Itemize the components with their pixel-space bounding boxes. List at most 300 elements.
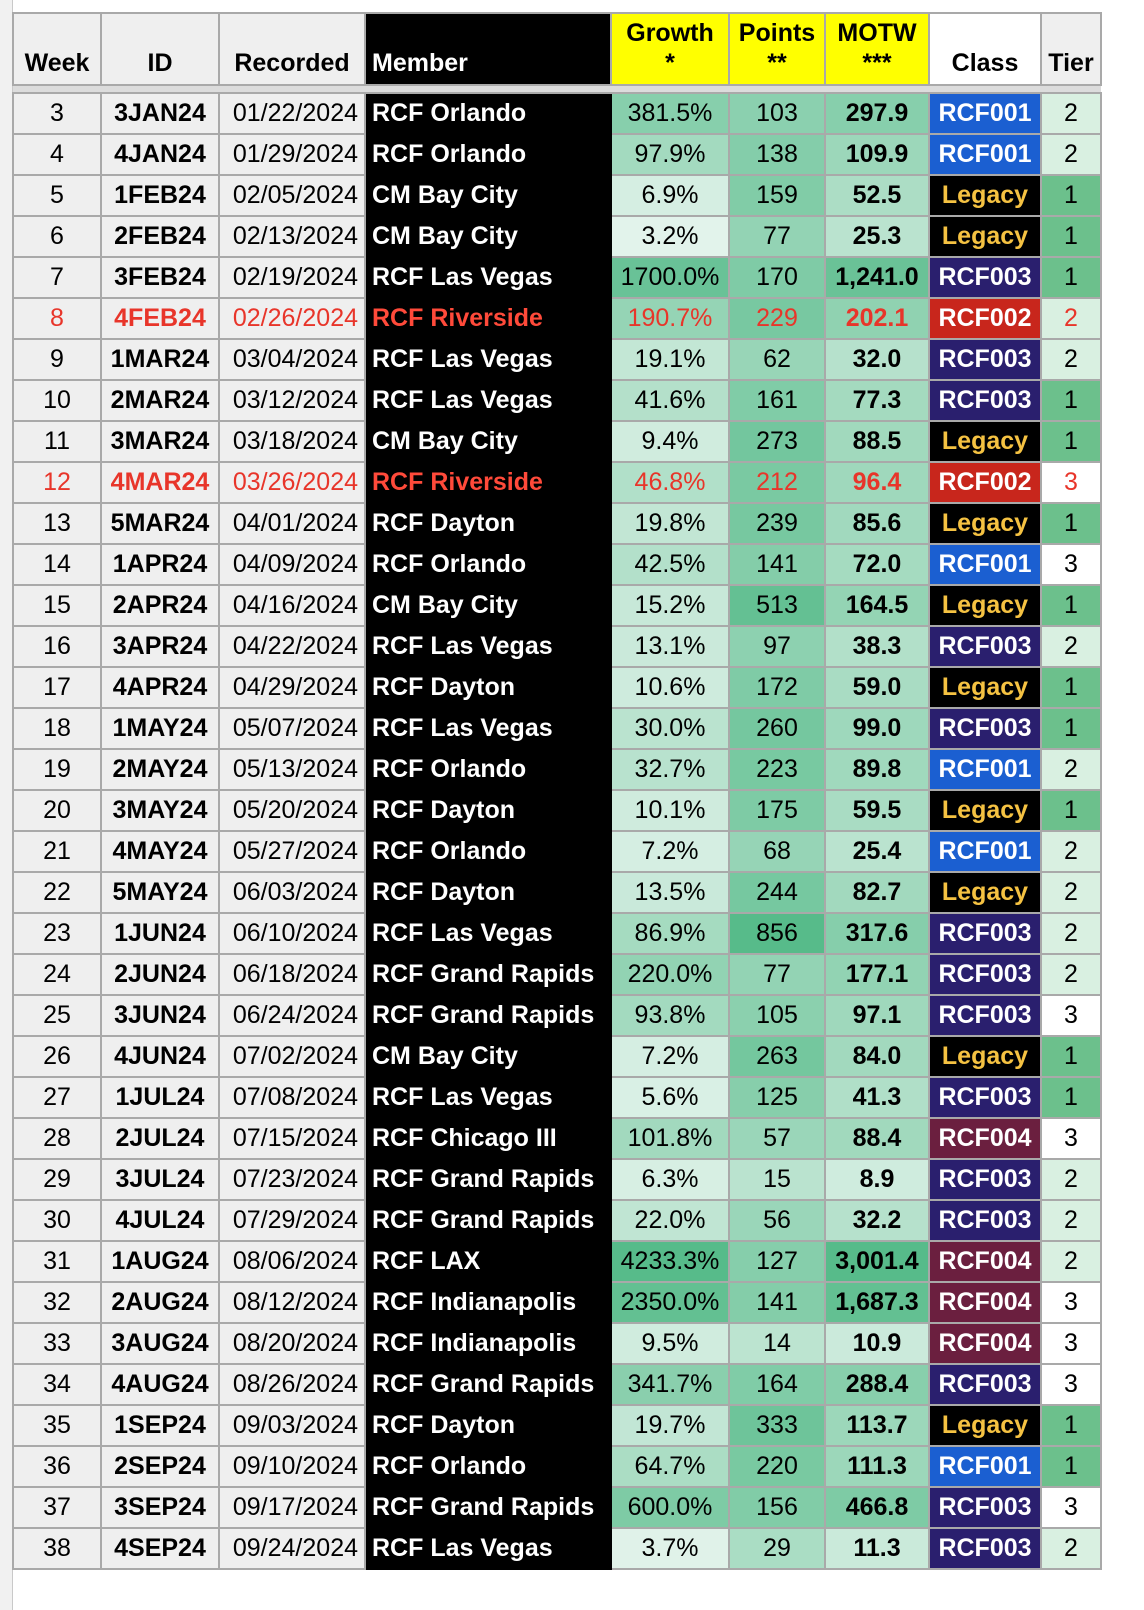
motw-cell[interactable]: 1,687.3 bbox=[825, 1282, 929, 1323]
points-cell[interactable]: 161 bbox=[729, 380, 825, 421]
motw-cell[interactable]: 77.3 bbox=[825, 380, 929, 421]
tier-cell[interactable]: 1 bbox=[1041, 1405, 1101, 1446]
growth-cell[interactable]: 101.8% bbox=[611, 1118, 729, 1159]
tier-cell[interactable]: 2 bbox=[1041, 1528, 1101, 1569]
motw-cell[interactable]: 59.5 bbox=[825, 790, 929, 831]
class-cell[interactable]: RCF003 bbox=[929, 708, 1041, 749]
week-cell[interactable]: 32 bbox=[13, 1282, 101, 1323]
motw-cell[interactable]: 59.0 bbox=[825, 667, 929, 708]
week-cell[interactable]: 22 bbox=[13, 872, 101, 913]
growth-cell[interactable]: 19.8% bbox=[611, 503, 729, 544]
motw-cell[interactable]: 72.0 bbox=[825, 544, 929, 585]
points-cell[interactable]: 159 bbox=[729, 175, 825, 216]
tier-cell[interactable]: 1 bbox=[1041, 257, 1101, 298]
points-cell[interactable]: 29 bbox=[729, 1528, 825, 1569]
points-cell[interactable]: 14 bbox=[729, 1323, 825, 1364]
member-cell[interactable]: RCF Las Vegas bbox=[365, 380, 611, 421]
class-cell[interactable]: RCF003 bbox=[929, 380, 1041, 421]
table-row[interactable] bbox=[13, 1446, 1101, 1487]
id-cell[interactable]: 3JAN24 bbox=[101, 93, 219, 134]
table-row[interactable] bbox=[13, 339, 1101, 380]
id-cell[interactable]: 4APR24 bbox=[101, 667, 219, 708]
tier-cell[interactable]: 2 bbox=[1041, 954, 1101, 995]
table-row[interactable] bbox=[13, 544, 1101, 585]
motw-cell[interactable]: 89.8 bbox=[825, 749, 929, 790]
growth-cell[interactable]: 19.7% bbox=[611, 1405, 729, 1446]
class-cell[interactable]: RCF001 bbox=[929, 749, 1041, 790]
class-cell[interactable]: RCF003 bbox=[929, 1077, 1041, 1118]
week-cell[interactable]: 16 bbox=[13, 626, 101, 667]
recorded-header[interactable]: Recorded bbox=[219, 13, 365, 85]
points-cell[interactable]: 62 bbox=[729, 339, 825, 380]
motw-cell[interactable]: 317.6 bbox=[825, 913, 929, 954]
id-cell[interactable]: 1JUL24 bbox=[101, 1077, 219, 1118]
recorded-cell[interactable]: 04/09/2024 bbox=[219, 544, 365, 585]
tier-cell[interactable]: 2 bbox=[1041, 339, 1101, 380]
table-row[interactable] bbox=[13, 872, 1101, 913]
member-cell[interactable]: RCF Orlando bbox=[365, 93, 611, 134]
member-cell[interactable]: RCF Orlando bbox=[365, 544, 611, 585]
tier-cell[interactable]: 3 bbox=[1041, 1282, 1101, 1323]
table-row[interactable] bbox=[13, 1282, 1101, 1323]
points-cell[interactable]: 212 bbox=[729, 462, 825, 503]
points-cell[interactable]: 103 bbox=[729, 93, 825, 134]
points-cell[interactable]: 263 bbox=[729, 1036, 825, 1077]
table-row[interactable] bbox=[13, 749, 1101, 790]
id-cell[interactable]: 1MAY24 bbox=[101, 708, 219, 749]
table-row[interactable] bbox=[13, 421, 1101, 462]
member-cell[interactable]: RCF LAX bbox=[365, 1241, 611, 1282]
motw-cell[interactable]: 3,001.4 bbox=[825, 1241, 929, 1282]
growth-cell[interactable]: 9.4% bbox=[611, 421, 729, 462]
tier-cell[interactable]: 1 bbox=[1041, 585, 1101, 626]
motw-header[interactable] bbox=[825, 13, 929, 85]
class-cell[interactable]: Legacy bbox=[929, 667, 1041, 708]
tier-cell[interactable]: 2 bbox=[1041, 93, 1101, 134]
motw-cell[interactable]: 82.7 bbox=[825, 872, 929, 913]
recorded-cell[interactable]: 02/19/2024 bbox=[219, 257, 365, 298]
table-row[interactable] bbox=[13, 1487, 1101, 1528]
class-cell[interactable]: RCF003 bbox=[929, 626, 1041, 667]
tier-cell[interactable]: 1 bbox=[1041, 1446, 1101, 1487]
recorded-cell[interactable]: 08/20/2024 bbox=[219, 1323, 365, 1364]
id-cell[interactable]: 2MAY24 bbox=[101, 749, 219, 790]
week-cell[interactable]: 28 bbox=[13, 1118, 101, 1159]
week-header[interactable]: Week bbox=[13, 13, 101, 85]
motw-cell[interactable]: 99.0 bbox=[825, 708, 929, 749]
points-cell[interactable]: 105 bbox=[729, 995, 825, 1036]
recorded-cell[interactable]: 07/15/2024 bbox=[219, 1118, 365, 1159]
growth-cell[interactable]: 5.6% bbox=[611, 1077, 729, 1118]
points-cell[interactable]: 141 bbox=[729, 544, 825, 585]
week-cell[interactable]: 7 bbox=[13, 257, 101, 298]
recorded-cell[interactable]: 08/12/2024 bbox=[219, 1282, 365, 1323]
class-cell[interactable]: RCF003 bbox=[929, 257, 1041, 298]
tier-cell[interactable]: 3 bbox=[1041, 462, 1101, 503]
class-cell[interactable]: RCF001 bbox=[929, 134, 1041, 175]
week-cell[interactable]: 27 bbox=[13, 1077, 101, 1118]
class-cell[interactable]: Legacy bbox=[929, 216, 1041, 257]
recorded-cell[interactable]: 04/01/2024 bbox=[219, 503, 365, 544]
member-cell[interactable]: CM Bay City bbox=[365, 175, 611, 216]
class-cell[interactable]: RCF001 bbox=[929, 93, 1041, 134]
week-cell[interactable]: 21 bbox=[13, 831, 101, 872]
growth-cell[interactable]: 220.0% bbox=[611, 954, 729, 995]
id-cell[interactable]: 1SEP24 bbox=[101, 1405, 219, 1446]
week-cell[interactable]: 26 bbox=[13, 1036, 101, 1077]
tier-header[interactable]: Tier bbox=[1041, 13, 1101, 85]
id-cell[interactable]: 4JAN24 bbox=[101, 134, 219, 175]
motw-cell[interactable]: 25.3 bbox=[825, 216, 929, 257]
member-cell[interactable]: RCF Las Vegas bbox=[365, 257, 611, 298]
id-cell[interactable]: 2SEP24 bbox=[101, 1446, 219, 1487]
member-cell[interactable]: RCF Riverside bbox=[365, 298, 611, 339]
week-cell[interactable]: 29 bbox=[13, 1159, 101, 1200]
points-cell[interactable]: 57 bbox=[729, 1118, 825, 1159]
week-cell[interactable]: 12 bbox=[13, 462, 101, 503]
id-cell[interactable]: 2AUG24 bbox=[101, 1282, 219, 1323]
recorded-cell[interactable]: 09/10/2024 bbox=[219, 1446, 365, 1487]
class-cell[interactable]: RCF001 bbox=[929, 1446, 1041, 1487]
recorded-cell[interactable]: 02/13/2024 bbox=[219, 216, 365, 257]
class-cell[interactable]: RCF003 bbox=[929, 1364, 1041, 1405]
class-cell[interactable]: RCF004 bbox=[929, 1118, 1041, 1159]
week-cell[interactable]: 4 bbox=[13, 134, 101, 175]
tier-cell[interactable]: 2 bbox=[1041, 298, 1101, 339]
motw-cell[interactable]: 32.0 bbox=[825, 339, 929, 380]
week-cell[interactable]: 37 bbox=[13, 1487, 101, 1528]
growth-cell[interactable]: 3.7% bbox=[611, 1528, 729, 1569]
points-cell[interactable]: 229 bbox=[729, 298, 825, 339]
class-cell[interactable]: RCF004 bbox=[929, 1282, 1041, 1323]
motw-cell[interactable]: 88.4 bbox=[825, 1118, 929, 1159]
member-cell[interactable]: CM Bay City bbox=[365, 421, 611, 462]
motw-cell[interactable]: 177.1 bbox=[825, 954, 929, 995]
id-cell[interactable]: 5MAY24 bbox=[101, 872, 219, 913]
id-cell[interactable]: 1APR24 bbox=[101, 544, 219, 585]
tier-cell[interactable]: 1 bbox=[1041, 503, 1101, 544]
class-header[interactable]: Class bbox=[929, 13, 1041, 85]
points-cell[interactable]: 172 bbox=[729, 667, 825, 708]
points-cell[interactable]: 68 bbox=[729, 831, 825, 872]
id-cell[interactable]: 3MAR24 bbox=[101, 421, 219, 462]
class-cell[interactable]: Legacy bbox=[929, 585, 1041, 626]
table-row[interactable] bbox=[13, 93, 1101, 134]
id-cell[interactable]: 3AUG24 bbox=[101, 1323, 219, 1364]
points-cell[interactable]: 260 bbox=[729, 708, 825, 749]
motw-cell[interactable]: 164.5 bbox=[825, 585, 929, 626]
motw-cell[interactable]: 32.2 bbox=[825, 1200, 929, 1241]
tier-cell[interactable]: 3 bbox=[1041, 1323, 1101, 1364]
class-cell[interactable]: RCF004 bbox=[929, 1241, 1041, 1282]
table-row[interactable] bbox=[13, 1036, 1101, 1077]
points-cell[interactable]: 77 bbox=[729, 216, 825, 257]
id-cell[interactable]: 1JUN24 bbox=[101, 913, 219, 954]
growth-cell[interactable]: 6.3% bbox=[611, 1159, 729, 1200]
points-cell[interactable]: 170 bbox=[729, 257, 825, 298]
points-header[interactable] bbox=[729, 13, 825, 85]
class-cell[interactable]: RCF003 bbox=[929, 1200, 1041, 1241]
week-cell[interactable]: 9 bbox=[13, 339, 101, 380]
recorded-cell[interactable]: 07/08/2024 bbox=[219, 1077, 365, 1118]
points-cell[interactable]: 223 bbox=[729, 749, 825, 790]
id-cell[interactable]: 3JUL24 bbox=[101, 1159, 219, 1200]
member-cell[interactable]: RCF Las Vegas bbox=[365, 1528, 611, 1569]
table-row[interactable] bbox=[13, 995, 1101, 1036]
class-cell[interactable]: RCF003 bbox=[929, 1528, 1041, 1569]
id-cell[interactable]: 1AUG24 bbox=[101, 1241, 219, 1282]
growth-cell[interactable]: 10.1% bbox=[611, 790, 729, 831]
member-cell[interactable]: RCF Dayton bbox=[365, 790, 611, 831]
recorded-cell[interactable]: 03/26/2024 bbox=[219, 462, 365, 503]
motw-cell[interactable]: 84.0 bbox=[825, 1036, 929, 1077]
growth-cell[interactable]: 6.9% bbox=[611, 175, 729, 216]
points-cell[interactable]: 127 bbox=[729, 1241, 825, 1282]
tier-cell[interactable]: 2 bbox=[1041, 626, 1101, 667]
table-row[interactable] bbox=[13, 1323, 1101, 1364]
motw-cell[interactable]: 1,241.0 bbox=[825, 257, 929, 298]
motw-cell[interactable]: 8.9 bbox=[825, 1159, 929, 1200]
id-cell[interactable]: 4MAY24 bbox=[101, 831, 219, 872]
week-cell[interactable]: 33 bbox=[13, 1323, 101, 1364]
week-cell[interactable]: 18 bbox=[13, 708, 101, 749]
member-cell[interactable]: RCF Las Vegas bbox=[365, 339, 611, 380]
points-cell[interactable]: 77 bbox=[729, 954, 825, 995]
tier-cell[interactable]: 1 bbox=[1041, 216, 1101, 257]
points-cell[interactable]: 125 bbox=[729, 1077, 825, 1118]
points-cell[interactable]: 156 bbox=[729, 1487, 825, 1528]
growth-cell[interactable]: 46.8% bbox=[611, 462, 729, 503]
points-cell[interactable]: 138 bbox=[729, 134, 825, 175]
table-row[interactable] bbox=[13, 257, 1101, 298]
table-row[interactable] bbox=[13, 134, 1101, 175]
recorded-cell[interactable]: 04/16/2024 bbox=[219, 585, 365, 626]
member-cell[interactable]: RCF Grand Rapids bbox=[365, 1487, 611, 1528]
growth-cell[interactable]: 10.6% bbox=[611, 667, 729, 708]
growth-cell[interactable]: 7.2% bbox=[611, 1036, 729, 1077]
week-cell[interactable]: 6 bbox=[13, 216, 101, 257]
tier-cell[interactable]: 1 bbox=[1041, 1077, 1101, 1118]
member-cell[interactable]: RCF Dayton bbox=[365, 1405, 611, 1446]
class-cell[interactable]: RCF003 bbox=[929, 913, 1041, 954]
recorded-cell[interactable]: 04/29/2024 bbox=[219, 667, 365, 708]
recorded-cell[interactable]: 07/02/2024 bbox=[219, 1036, 365, 1077]
motw-cell[interactable]: 288.4 bbox=[825, 1364, 929, 1405]
class-cell[interactable]: Legacy bbox=[929, 1405, 1041, 1446]
recorded-cell[interactable]: 09/17/2024 bbox=[219, 1487, 365, 1528]
member-cell[interactable]: RCF Grand Rapids bbox=[365, 1159, 611, 1200]
motw-cell[interactable]: 111.3 bbox=[825, 1446, 929, 1487]
tier-cell[interactable]: 2 bbox=[1041, 1241, 1101, 1282]
week-cell[interactable]: 15 bbox=[13, 585, 101, 626]
week-cell[interactable]: 30 bbox=[13, 1200, 101, 1241]
week-cell[interactable]: 17 bbox=[13, 667, 101, 708]
table-row[interactable] bbox=[13, 708, 1101, 749]
tier-cell[interactable]: 3 bbox=[1041, 995, 1101, 1036]
member-cell[interactable]: RCF Dayton bbox=[365, 872, 611, 913]
tier-cell[interactable]: 1 bbox=[1041, 790, 1101, 831]
member-cell[interactable]: RCF Grand Rapids bbox=[365, 954, 611, 995]
frozen-row-divider[interactable] bbox=[13, 85, 1101, 93]
week-cell[interactable]: 5 bbox=[13, 175, 101, 216]
tier-cell[interactable]: 2 bbox=[1041, 1159, 1101, 1200]
table-row[interactable] bbox=[13, 1077, 1101, 1118]
class-cell[interactable]: RCF004 bbox=[929, 1323, 1041, 1364]
table-row[interactable] bbox=[13, 1528, 1101, 1569]
id-cell[interactable]: 3JUN24 bbox=[101, 995, 219, 1036]
recorded-cell[interactable]: 01/22/2024 bbox=[219, 93, 365, 134]
id-cell[interactable]: 1MAR24 bbox=[101, 339, 219, 380]
id-cell[interactable]: 4JUN24 bbox=[101, 1036, 219, 1077]
table-row[interactable] bbox=[13, 216, 1101, 257]
member-header[interactable]: Member bbox=[365, 13, 611, 85]
id-cell[interactable]: 4JUL24 bbox=[101, 1200, 219, 1241]
member-cell[interactable]: RCF Indianapolis bbox=[365, 1282, 611, 1323]
week-cell[interactable]: 11 bbox=[13, 421, 101, 462]
id-cell[interactable]: 2FEB24 bbox=[101, 216, 219, 257]
member-cell[interactable]: RCF Las Vegas bbox=[365, 708, 611, 749]
tier-cell[interactable]: 3 bbox=[1041, 1364, 1101, 1405]
class-cell[interactable]: RCF003 bbox=[929, 995, 1041, 1036]
recorded-cell[interactable]: 07/23/2024 bbox=[219, 1159, 365, 1200]
motw-cell[interactable]: 297.9 bbox=[825, 93, 929, 134]
week-cell[interactable]: 23 bbox=[13, 913, 101, 954]
points-cell[interactable]: 244 bbox=[729, 872, 825, 913]
table-row[interactable] bbox=[13, 790, 1101, 831]
member-cell[interactable]: RCF Dayton bbox=[365, 503, 611, 544]
growth-cell[interactable]: 9.5% bbox=[611, 1323, 729, 1364]
growth-cell[interactable]: 19.1% bbox=[611, 339, 729, 380]
tier-cell[interactable]: 1 bbox=[1041, 380, 1101, 421]
recorded-cell[interactable]: 03/12/2024 bbox=[219, 380, 365, 421]
class-cell[interactable]: RCF003 bbox=[929, 1487, 1041, 1528]
class-cell[interactable]: Legacy bbox=[929, 1036, 1041, 1077]
week-cell[interactable]: 24 bbox=[13, 954, 101, 995]
points-cell[interactable]: 333 bbox=[729, 1405, 825, 1446]
week-cell[interactable]: 36 bbox=[13, 1446, 101, 1487]
points-cell[interactable]: 56 bbox=[729, 1200, 825, 1241]
recorded-cell[interactable]: 06/10/2024 bbox=[219, 913, 365, 954]
recorded-cell[interactable]: 08/26/2024 bbox=[219, 1364, 365, 1405]
growth-cell[interactable]: 4233.3% bbox=[611, 1241, 729, 1282]
member-cell[interactable]: RCF Riverside bbox=[365, 462, 611, 503]
week-cell[interactable]: 35 bbox=[13, 1405, 101, 1446]
table-row[interactable] bbox=[13, 831, 1101, 872]
table-row[interactable] bbox=[13, 380, 1101, 421]
recorded-cell[interactable]: 04/22/2024 bbox=[219, 626, 365, 667]
recorded-cell[interactable]: 09/24/2024 bbox=[219, 1528, 365, 1569]
tier-cell[interactable]: 3 bbox=[1041, 544, 1101, 585]
id-cell[interactable]: 4SEP24 bbox=[101, 1528, 219, 1569]
tier-cell[interactable]: 2 bbox=[1041, 1200, 1101, 1241]
recorded-cell[interactable]: 09/03/2024 bbox=[219, 1405, 365, 1446]
points-cell[interactable]: 239 bbox=[729, 503, 825, 544]
class-cell[interactable]: RCF002 bbox=[929, 298, 1041, 339]
week-cell[interactable]: 20 bbox=[13, 790, 101, 831]
recorded-cell[interactable]: 05/27/2024 bbox=[219, 831, 365, 872]
points-cell[interactable]: 164 bbox=[729, 1364, 825, 1405]
id-cell[interactable]: 3SEP24 bbox=[101, 1487, 219, 1528]
table-row[interactable] bbox=[13, 1364, 1101, 1405]
id-cell[interactable]: 2JUN24 bbox=[101, 954, 219, 995]
week-cell[interactable]: 3 bbox=[13, 93, 101, 134]
frozen-divider-cell[interactable] bbox=[13, 85, 1101, 93]
recorded-cell[interactable]: 03/18/2024 bbox=[219, 421, 365, 462]
member-cell[interactable]: RCF Grand Rapids bbox=[365, 1200, 611, 1241]
motw-cell[interactable]: 88.5 bbox=[825, 421, 929, 462]
growth-cell[interactable]: 32.7% bbox=[611, 749, 729, 790]
recorded-cell[interactable]: 07/29/2024 bbox=[219, 1200, 365, 1241]
recorded-cell[interactable]: 03/04/2024 bbox=[219, 339, 365, 380]
class-cell[interactable]: RCF002 bbox=[929, 462, 1041, 503]
recorded-cell[interactable]: 08/06/2024 bbox=[219, 1241, 365, 1282]
class-cell[interactable]: Legacy bbox=[929, 790, 1041, 831]
id-cell[interactable]: 1FEB24 bbox=[101, 175, 219, 216]
growth-cell[interactable]: 600.0% bbox=[611, 1487, 729, 1528]
id-cell[interactable]: 3APR24 bbox=[101, 626, 219, 667]
tier-cell[interactable]: 1 bbox=[1041, 1036, 1101, 1077]
tier-cell[interactable]: 2 bbox=[1041, 831, 1101, 872]
recorded-cell[interactable]: 06/24/2024 bbox=[219, 995, 365, 1036]
growth-cell[interactable]: 97.9% bbox=[611, 134, 729, 175]
id-cell[interactable]: 4AUG24 bbox=[101, 1364, 219, 1405]
tier-cell[interactable]: 2 bbox=[1041, 134, 1101, 175]
table-row[interactable] bbox=[13, 1159, 1101, 1200]
tier-cell[interactable]: 2 bbox=[1041, 872, 1101, 913]
growth-cell[interactable]: 7.2% bbox=[611, 831, 729, 872]
class-cell[interactable]: RCF003 bbox=[929, 1159, 1041, 1200]
class-cell[interactable]: Legacy bbox=[929, 175, 1041, 216]
growth-cell[interactable]: 341.7% bbox=[611, 1364, 729, 1405]
member-cell[interactable]: RCF Grand Rapids bbox=[365, 1364, 611, 1405]
growth-cell[interactable]: 13.5% bbox=[611, 872, 729, 913]
points-cell[interactable]: 513 bbox=[729, 585, 825, 626]
growth-cell[interactable]: 13.1% bbox=[611, 626, 729, 667]
tier-cell[interactable]: 3 bbox=[1041, 1487, 1101, 1528]
points-cell[interactable]: 273 bbox=[729, 421, 825, 462]
points-cell[interactable]: 175 bbox=[729, 790, 825, 831]
tier-cell[interactable]: 2 bbox=[1041, 749, 1101, 790]
motw-cell[interactable]: 41.3 bbox=[825, 1077, 929, 1118]
member-cell[interactable]: RCF Orlando bbox=[365, 749, 611, 790]
tier-cell[interactable]: 1 bbox=[1041, 421, 1101, 462]
member-cell[interactable]: RCF Indianapolis bbox=[365, 1323, 611, 1364]
tier-cell[interactable]: 1 bbox=[1041, 667, 1101, 708]
member-cell[interactable]: RCF Las Vegas bbox=[365, 1077, 611, 1118]
id-cell[interactable]: 4FEB24 bbox=[101, 298, 219, 339]
table-row[interactable] bbox=[13, 667, 1101, 708]
table-row[interactable] bbox=[13, 298, 1101, 339]
motw-cell[interactable]: 85.6 bbox=[825, 503, 929, 544]
member-cell[interactable]: RCF Orlando bbox=[365, 831, 611, 872]
growth-cell[interactable]: 2350.0% bbox=[611, 1282, 729, 1323]
member-cell[interactable]: RCF Las Vegas bbox=[365, 626, 611, 667]
week-cell[interactable]: 13 bbox=[13, 503, 101, 544]
recorded-cell[interactable]: 02/05/2024 bbox=[219, 175, 365, 216]
growth-cell[interactable]: 190.7% bbox=[611, 298, 729, 339]
recorded-cell[interactable]: 06/03/2024 bbox=[219, 872, 365, 913]
class-cell[interactable]: RCF001 bbox=[929, 544, 1041, 585]
member-cell[interactable]: RCF Las Vegas bbox=[365, 913, 611, 954]
table-row[interactable] bbox=[13, 1118, 1101, 1159]
id-cell[interactable]: 2JUL24 bbox=[101, 1118, 219, 1159]
tier-cell[interactable]: 1 bbox=[1041, 708, 1101, 749]
growth-cell[interactable]: 1700.0% bbox=[611, 257, 729, 298]
recorded-cell[interactable]: 01/29/2024 bbox=[219, 134, 365, 175]
recorded-cell[interactable]: 05/13/2024 bbox=[219, 749, 365, 790]
table-row[interactable] bbox=[13, 503, 1101, 544]
id-cell[interactable]: 3FEB24 bbox=[101, 257, 219, 298]
